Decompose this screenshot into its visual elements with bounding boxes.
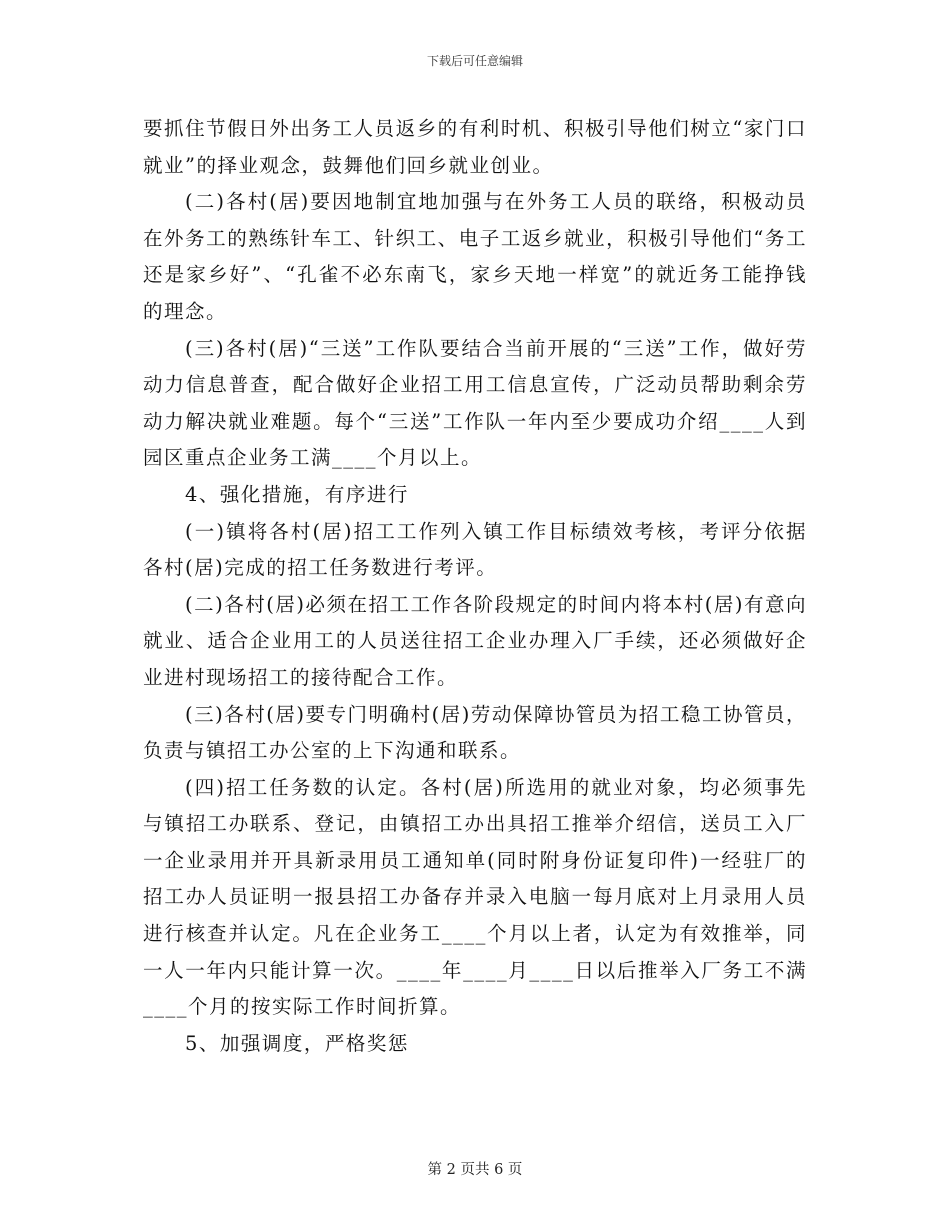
- page-number: 第 2 页共 6 页: [427, 1162, 523, 1178]
- page-header-note: 下载后可任意编辑: [426, 54, 523, 68]
- paragraph: (二)各村(居)要因地制宜地加强与在外务工人员的联络，积极动员在外务工的熟练针车工、针织工、电子工返乡就业，积极引导他们“务工还是家乡好”、“孔雀不必东南飞，家乡天地一样宽”的就近务工能挣钱的理念。: [143, 190, 807, 323]
- paragraph: (二)各村(居)必须在招工工作各阶段规定的时间内将本村(居)有意向就业、适合企业用工的人员送往招工企业办理入厂手续，还必须做好企业进村现场招工的接待配合工作。: [143, 592, 807, 689]
- paragraph: (一)镇将各村(居)招工工作列入镇工作目标绩效考核，考评分依据各村(居)完成的招工任务数进行考评。: [143, 519, 807, 580]
- paragraph: (三)各村(居)“三送”工作队要结合当前开展的“三送”工作，做好劳动力信息普查，配合做好企业招工用工信息宣传，广泛动员帮助剩余劳动力解决就业难题。每个“三送”工作队一年内至少要成功介绍____人到园区重点企业务工满____个月以上。: [143, 336, 807, 470]
- document-body: [143, 111, 807, 1062]
- paragraph-continued: 要抓住节假日外出务工人员返乡的有利时机、积极引导他们树立“家门口就业”的择业观念，鼓舞他们回乡就业创业。: [143, 117, 807, 177]
- paragraph: (四)招工任务数的认定。各村(居)所选用的就业对象，均必须事先与镇招工办联系、登记，由镇招工办出具招工推举介绍信，送员工入厂一企业录用并开具新录用员工通知单(同时附身份证复印件)一经驻厂的招工办人员证明一报县招工办备存并录入电脑一每月底对上月录用人员进行核查并认定。凡在企业务工____个月以上者，认定为有效推举，同一人一年内只能计算一次。____年____月____日以后推举入厂务工不满____个月的按实际工作时间折算。: [143, 775, 807, 1019]
- section-heading: 4、强化措施，有序进行: [185, 482, 409, 506]
- section-heading: 5、加强调度，严格奖惩: [185, 1031, 409, 1055]
- paragraph: (三)各村(居)要专门明确村(居)劳动保障协管员为招工稳工协管员，负责与镇招工办公室的上下沟通和联系。: [143, 702, 807, 763]
